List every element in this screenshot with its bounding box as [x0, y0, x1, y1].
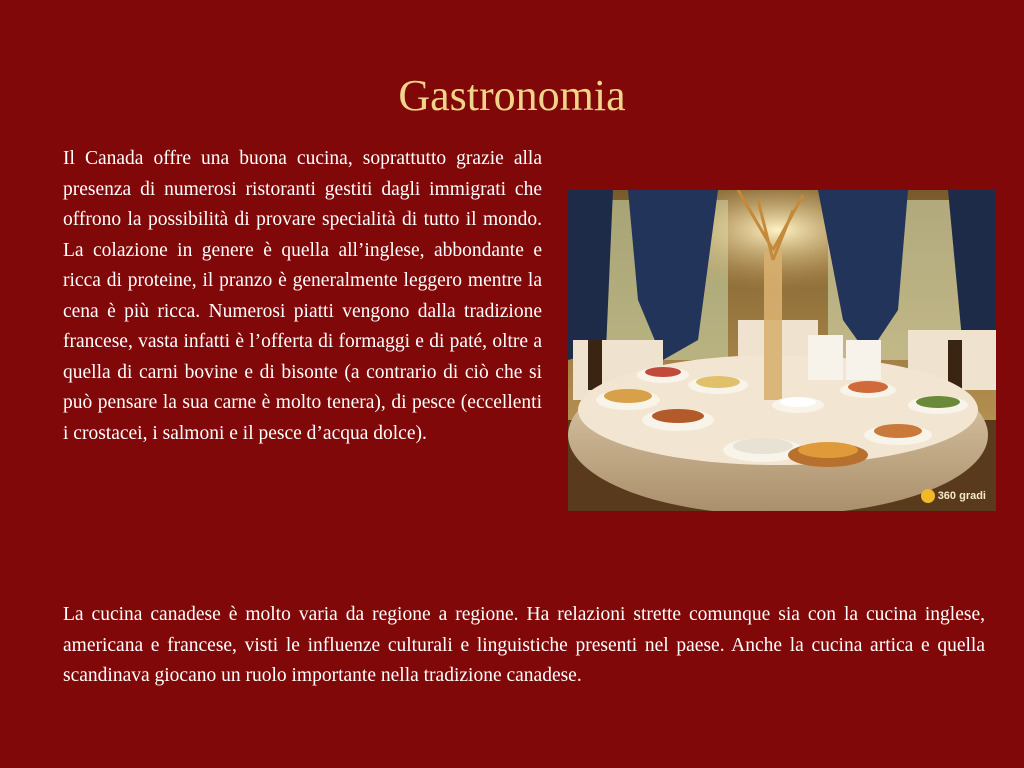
watermark-logo-icon [921, 489, 935, 503]
buffet-photo [568, 190, 996, 511]
paragraph-intro: Il Canada offre una buona cucina, soprattutto grazie alla presenza di numerosi ristoranti gestiti dagli immigrati che offrono la possibilità di provare specialità di tutto il mondo. La colazione in genere è quella all’inglese, abbondante e ricca di proteine, il pranzo è generalmente leggero mentre la cena è più ricca. Numerosi piatti vengono dalla tradizione francese, vasta infatti è l’offerta di formaggi e di paté, oltre a quella di carni bovine e di bisonte (a contrario di ciò che si può pensare la sua carne è molto tenera), di pesce (eccellenti i crostacei, i salmoni e il pesce d’acqua dolce). [63, 148, 542, 444]
watermark-text: 360 gradi [937, 490, 986, 502]
buffet-illustration [568, 190, 996, 511]
paragraph-regional: La cucina canadese è molto varia da regione a regione. Ha relazioni strette comunque sia con la cucina inglese, americana e francese, visti le influenze culturali e linguistiche presenti nel paese. Anche la cucina artica e quella scandinava giocano un ruolo importante nella tradizione canadese. [63, 604, 985, 686]
slide-title: Gastronomia [398, 71, 626, 120]
photo-watermark [921, 489, 986, 503]
